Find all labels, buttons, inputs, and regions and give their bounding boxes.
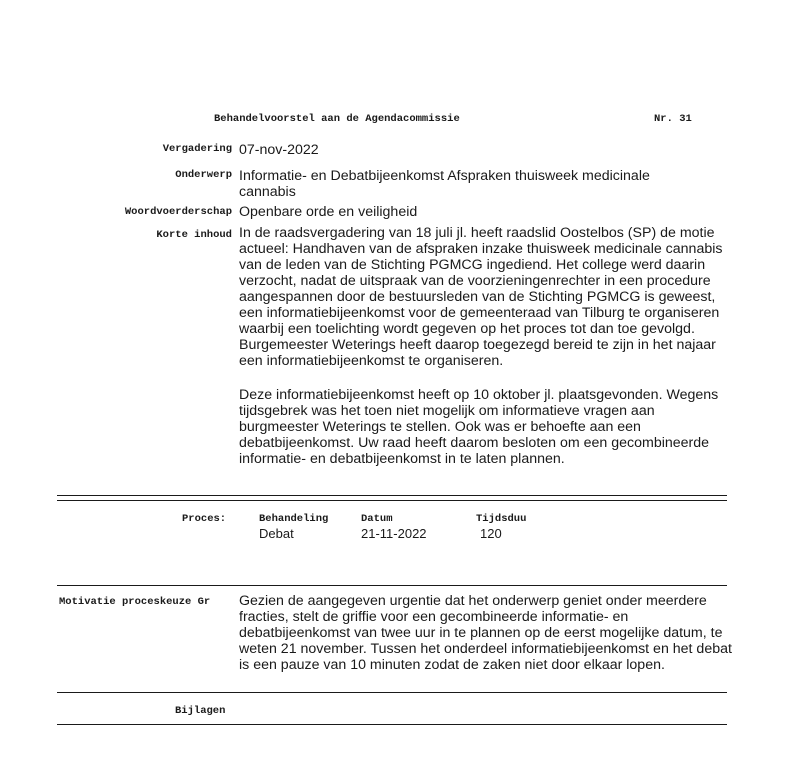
table-cell-datum: 21-11-2022 (361, 526, 427, 541)
korte-inhoud-paragraph-2: Deze informatiebijeenkomst heeft op 10 oktober jl. plaatsgevonden. Wegens tijdsgebrek was het toen niet mogelijk om informatieve vragen aan burgmeester Weterings te stellen. Ook was er behoefte aan een debatbijeenkomst. Uw raad heeft daarom besloten om een gecombineerde informatie- en debatbijeenkomst in te laten plannen. (239, 387, 719, 467)
vergadering-label: Vergadering (162, 143, 232, 155)
korte-inhoud-body (239, 225, 723, 467)
bijlagen-divider (57, 692, 727, 693)
section-divider-top (57, 495, 727, 496)
bijlagen-label: Bijlagen (175, 705, 226, 717)
korte-inhoud-paragraph-1: In de raadsvergadering van 18 juli jl. heeft raadslid Oostelbos (SP) de motie actueel: Handhaven van de afspraken inzake thuisweek medicinale cannabis van de leden van de Stichting PGMCG ingediend. Het college werd daarin verzocht, nadat de uitspraak van de voorzieningenrechter in een procedure aangespannen door de bestuursleden van de Stichting PGMCG is geweest, een informatiebijeenkomst voor de gemeenteraad van Tilburg te organiseren waarbij een toelichting wordt gegeven op het proces tot dan toe gevolgd. Burgemeester Weterings heeft daarop toegezegd bereid te zijn in het najaar een informatiebijeenkomst te organiseren. (239, 225, 723, 369)
table-header-tijdsduur: Tijdsduu (476, 513, 527, 525)
woordvoerderschap-label: Woordvoerderschap (124, 206, 232, 218)
document-number: Nr. 31 (654, 113, 692, 125)
onderwerp-value: Informatie- en Debatbijeenkomst Afspraken thuisweek medicinale cannabis (239, 168, 650, 200)
korte-inhoud-label: Korte inhoud (156, 229, 232, 241)
document-title: Behandelvoorstel aan de Agendacommissie (214, 113, 460, 125)
table-header-behandeling: Behandeling (259, 513, 329, 525)
motivatie-divider (57, 585, 727, 586)
motivatie-label: Motivatie proceskeuze Gr (59, 596, 211, 608)
bottom-divider (57, 724, 727, 725)
table-cell-tijdsduur: 120 (480, 526, 502, 541)
table-cell-behandeling: Debat (259, 526, 294, 541)
section-divider-bottom (57, 500, 727, 501)
onderwerp-label: Onderwerp (175, 169, 232, 181)
proces-label: Proces: (182, 513, 227, 525)
table-header-datum: Datum (361, 513, 393, 525)
motivatie-text: Gezien de aangegeven urgentie dat het onderwerp geniet onder meerdere fracties, stelt de griffie voor een gecombineerde informatie- en debatbijeenkomst van twee uur in te plannen op de eerst mogelijke datum, te weten 21 november. Tussen het onderdeel informatiebijeenkomst en het debat is een pauze van 10 minuten zodat de zaken niet door elkaar lopen. (239, 593, 732, 673)
woordvoerderschap-value: Openbare orde en veiligheid (239, 204, 418, 220)
vergadering-value: 07-nov-2022 (239, 142, 319, 158)
